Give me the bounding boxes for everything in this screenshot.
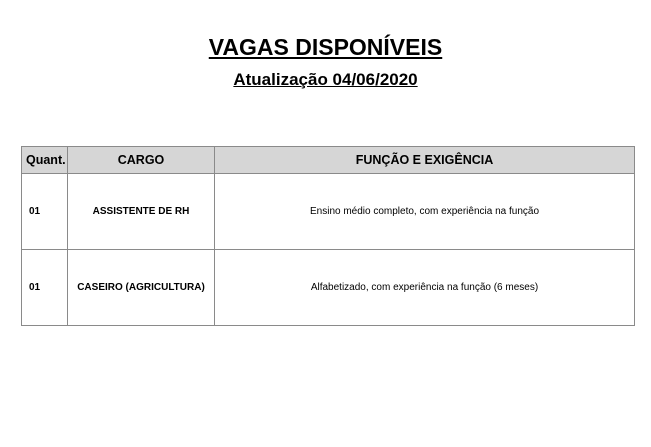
row-quantity: 01 [22,250,68,326]
header-row [22,147,635,174]
job-openings-table [21,146,635,326]
row-quantity: 01 [22,174,68,250]
update-date-subtitle: Atualização 04/06/2020 [233,70,418,89]
table-row [22,174,635,250]
row-requirements: Ensino médio completo, com experiência na função [215,174,635,250]
table-header [22,147,635,174]
row-position: ASSISTENTE DE RH [68,174,215,250]
row-position: CASEIRO (AGRICULTURA) [68,250,215,326]
header-requirements: FUNÇÃO E EXIGÊNCIA [215,147,635,174]
table-row [22,250,635,326]
header-position: CARGO [68,147,215,174]
row-requirements: Alfabetizado, com experiência na função (6 meses) [215,250,635,326]
header-quantity: Quant. [22,147,68,174]
page-title: VAGAS DISPONÍVEIS [208,34,443,60]
